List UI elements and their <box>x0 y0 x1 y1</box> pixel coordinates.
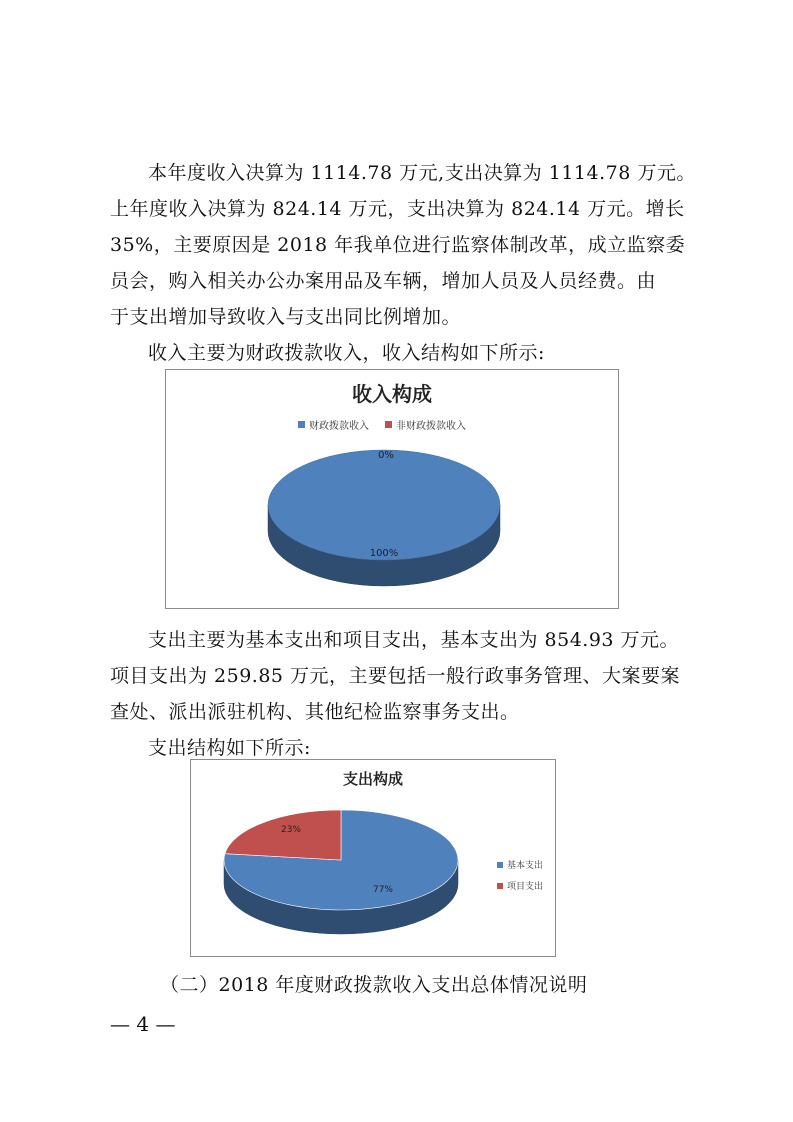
income-chart <box>165 369 619 609</box>
pie-data-label: 77% <box>372 885 394 895</box>
legend-label: 财政拨款收入 <box>309 421 369 432</box>
text-line: 上年度收入决算为 824.14 万元，支出决算为 824.14 万元。增长 <box>110 198 685 220</box>
pie-data-label: 0% <box>378 450 394 461</box>
text-line: 员会，购入相关办公办案用品及车辆，增加人员及人员经费。由 <box>110 270 657 292</box>
expense-chart <box>190 759 556 957</box>
page-number: — 4 — <box>110 1012 176 1036</box>
text-line: 35%，主要原因是 2018 年我单位进行监察体制改革，成立监察委 <box>110 234 686 256</box>
chart-title: 支出构成 <box>342 770 403 788</box>
pie-slice <box>225 810 341 860</box>
text-line: 本年度收入决算为 1114.78 万元,支出决算为 1114.78 万元。 <box>148 162 696 184</box>
legend-label: 项目支出 <box>507 882 544 892</box>
chart-title: 收入构成 <box>352 382 432 406</box>
pie-data-label: 100% <box>369 548 399 559</box>
section-heading: （二）2018 年度财政拨款收入支出总体情况说明 <box>160 974 588 996</box>
legend-label: 基本支出 <box>507 861 544 871</box>
text-line: 支出主要为基本支出和项目支出，基本支出为 854.93 万元。 <box>148 629 680 651</box>
pie-data-label: 23% <box>280 825 302 835</box>
paragraph-income-structure: 收入主要为财政拨款收入，收入结构如下所示: <box>148 342 545 364</box>
paragraph-expense-structure: 支出结构如下所示: <box>148 737 311 759</box>
text-line: 项目支出为 259.85 万元，主要包括一般行政事务管理、大案要案 <box>110 665 681 687</box>
legend-label: 非财政拨款收入 <box>396 421 466 432</box>
text-line: 于支出增加导致收入与支出同比例增加。 <box>110 306 462 328</box>
text-line: 查处、派出派驻机构、其他纪检监察事务支出。 <box>110 701 520 723</box>
pie-slice <box>268 450 500 560</box>
expense-pie-svg <box>191 760 555 956</box>
income-pie-svg <box>166 370 618 608</box>
